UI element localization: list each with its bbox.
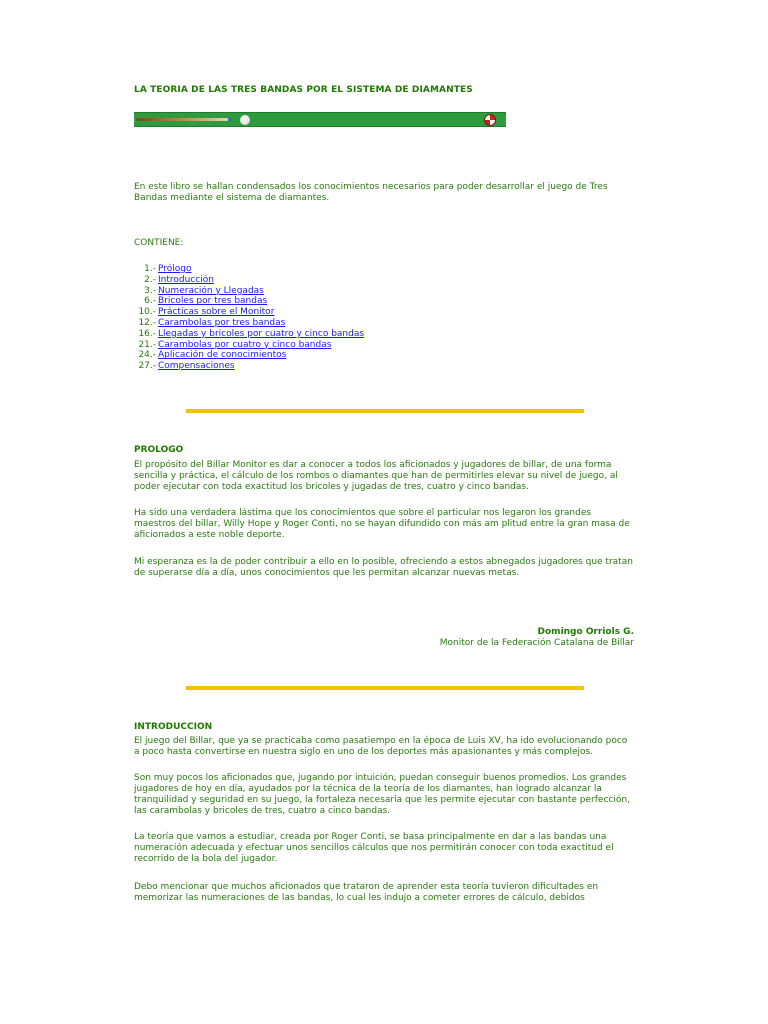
toc-link-carambolas-tres[interactable]: Carambolas por tres bandas xyxy=(158,317,286,328)
toc-link-aplicacion[interactable]: Aplicación de conocimientos xyxy=(158,350,287,361)
toc-link-prologo[interactable]: Prólogo xyxy=(158,264,192,274)
toc-item: 12.- Carambolas por tres bandas xyxy=(138,317,286,328)
toc-link-llegadas-bricoles[interactable]: Llegadas y bricoles por cuatro y cinco bandas xyxy=(158,328,365,339)
section-divider xyxy=(186,686,584,690)
toc-item: 10.- Prácticas sobre el Monitor xyxy=(138,307,275,318)
signature-name: Domingo Orriols G. xyxy=(537,627,634,637)
signature-role: Monitor de la Federación Catalana de Billar xyxy=(439,638,634,648)
toc-item: 3.- Numeración y Llegadas xyxy=(144,285,264,296)
toc-item: 16.- Llegadas y bricoles por cuatro y cinco bandas xyxy=(138,328,365,339)
introduccion-paragraph: Son muy pocos los aficionados que, jugando por intuición, puedan conseguir buenos promedios. Los grandes jugadores de hoy en día, ayudados por la técnica de la teoría de los diamantes, han logrado alcanzar la tranquilidad y seguridad en su juego, la fortaleza necesaria que les permite ejecutar con bastante perfección, las carambolas y bricoles de tres, cuatro a cinco bandas. xyxy=(134,773,630,816)
toc-item: 1.- Prólogo xyxy=(144,264,192,274)
section-divider xyxy=(186,409,584,413)
introduccion-heading: INTRODUCCION xyxy=(134,722,213,732)
toc-link-numeracion[interactable]: Numeración y Llegadas xyxy=(158,285,264,296)
toc-link-introduccion[interactable]: Introducción xyxy=(158,274,214,285)
cue-stick-icon xyxy=(136,118,228,121)
toc-item: 21.- Carambolas por cuatro y cinco bandas xyxy=(138,339,332,350)
toc-item: 6.- Bricoles por tres bandas xyxy=(144,296,268,307)
toc-link-compensaciones[interactable]: Compensaciones xyxy=(158,361,235,372)
intro-paragraph: En este libro se hallan condensados los conocimientos necesarios para poder desarrollar el juego de Tres Bandas mediante el sistema de diamantes. xyxy=(134,182,608,203)
prologo-paragraph: Mi esperanza es la de poder contribuir a ello en lo posible, ofreciendo a estos abnegados jugadores que tratan de superarse día a día, unos conocimientos que les permitan alcanzar nuevas metas. xyxy=(134,557,633,578)
toc-link-practicas[interactable]: Prácticas sobre el Monitor xyxy=(158,307,275,318)
toc-item: 27.- Compensaciones xyxy=(138,361,235,372)
billiard-banner xyxy=(134,112,506,127)
contents-label: CONTIENE: xyxy=(134,238,184,248)
cue-tip-icon xyxy=(228,118,232,121)
prologo-paragraph: Ha sido una verdadera lástima que los conocimientos que sobre el particular nos legaron los grandes maestros del billar, Willy Hope y Roger Conti, no se hayan difundido con más am plitud entre la gran masa de aficionados a este noble deporte. xyxy=(134,508,630,540)
toc-link-bricoles[interactable]: Bricoles por tres bandas xyxy=(158,296,268,307)
prologo-paragraph: El propósito del Billar Monitor es dar a conocer a todos los aficionados y jugadores de billar, de una forma sencilla y práctica, el cálculo de los rombos o diamantes que han de permitirles elevar su nivel de juego, al poder ejecutar con toda exactitud los bricoles y jugadas de tres, cuatro y cinco bandas. xyxy=(134,460,618,492)
federation-logo-icon xyxy=(484,114,496,126)
document-title: LA TEORIA DE LAS TRES BANDAS POR EL SISTEMA DE DIAMANTES xyxy=(134,85,473,95)
toc-item: 2.- Introducción xyxy=(144,274,214,285)
toc-link-carambolas-cuatro-cinco[interactable]: Carambolas por cuatro y cinco bandas xyxy=(158,339,332,350)
introduccion-paragraph: El juego del Billar, que ya se practicaba como pasatiempo en la época de Luis XV, ha ido evolucionando poco a poco hasta convertirse en nuestra siglo en uno de los deportes más apasionantes y más complejos. xyxy=(134,736,628,757)
table-of-contents xyxy=(134,264,364,372)
toc-item: 24.- Aplicación de conocimientos xyxy=(138,350,287,361)
introduccion-paragraph: La teoría que vamos a estudiar, creada por Roger Conti, se basa principalmente en dar a las bandas una numeración adecuada y efectuar unos sencillos cálculos que nos permitirán conocer con toda exactitud el recorrido de la bola del jugador. xyxy=(134,832,614,864)
introduccion-paragraph: Debo mencionar que muchos aficionados que trataron de aprender esta teoría tuvieron dificultades en memorizar las numeraciones de las bandas, lo cual les indujo a cometer errores de cálculo, debidos xyxy=(134,882,599,903)
prologo-heading: PROLOGO xyxy=(134,445,184,455)
billiard-ball-icon xyxy=(240,115,250,125)
